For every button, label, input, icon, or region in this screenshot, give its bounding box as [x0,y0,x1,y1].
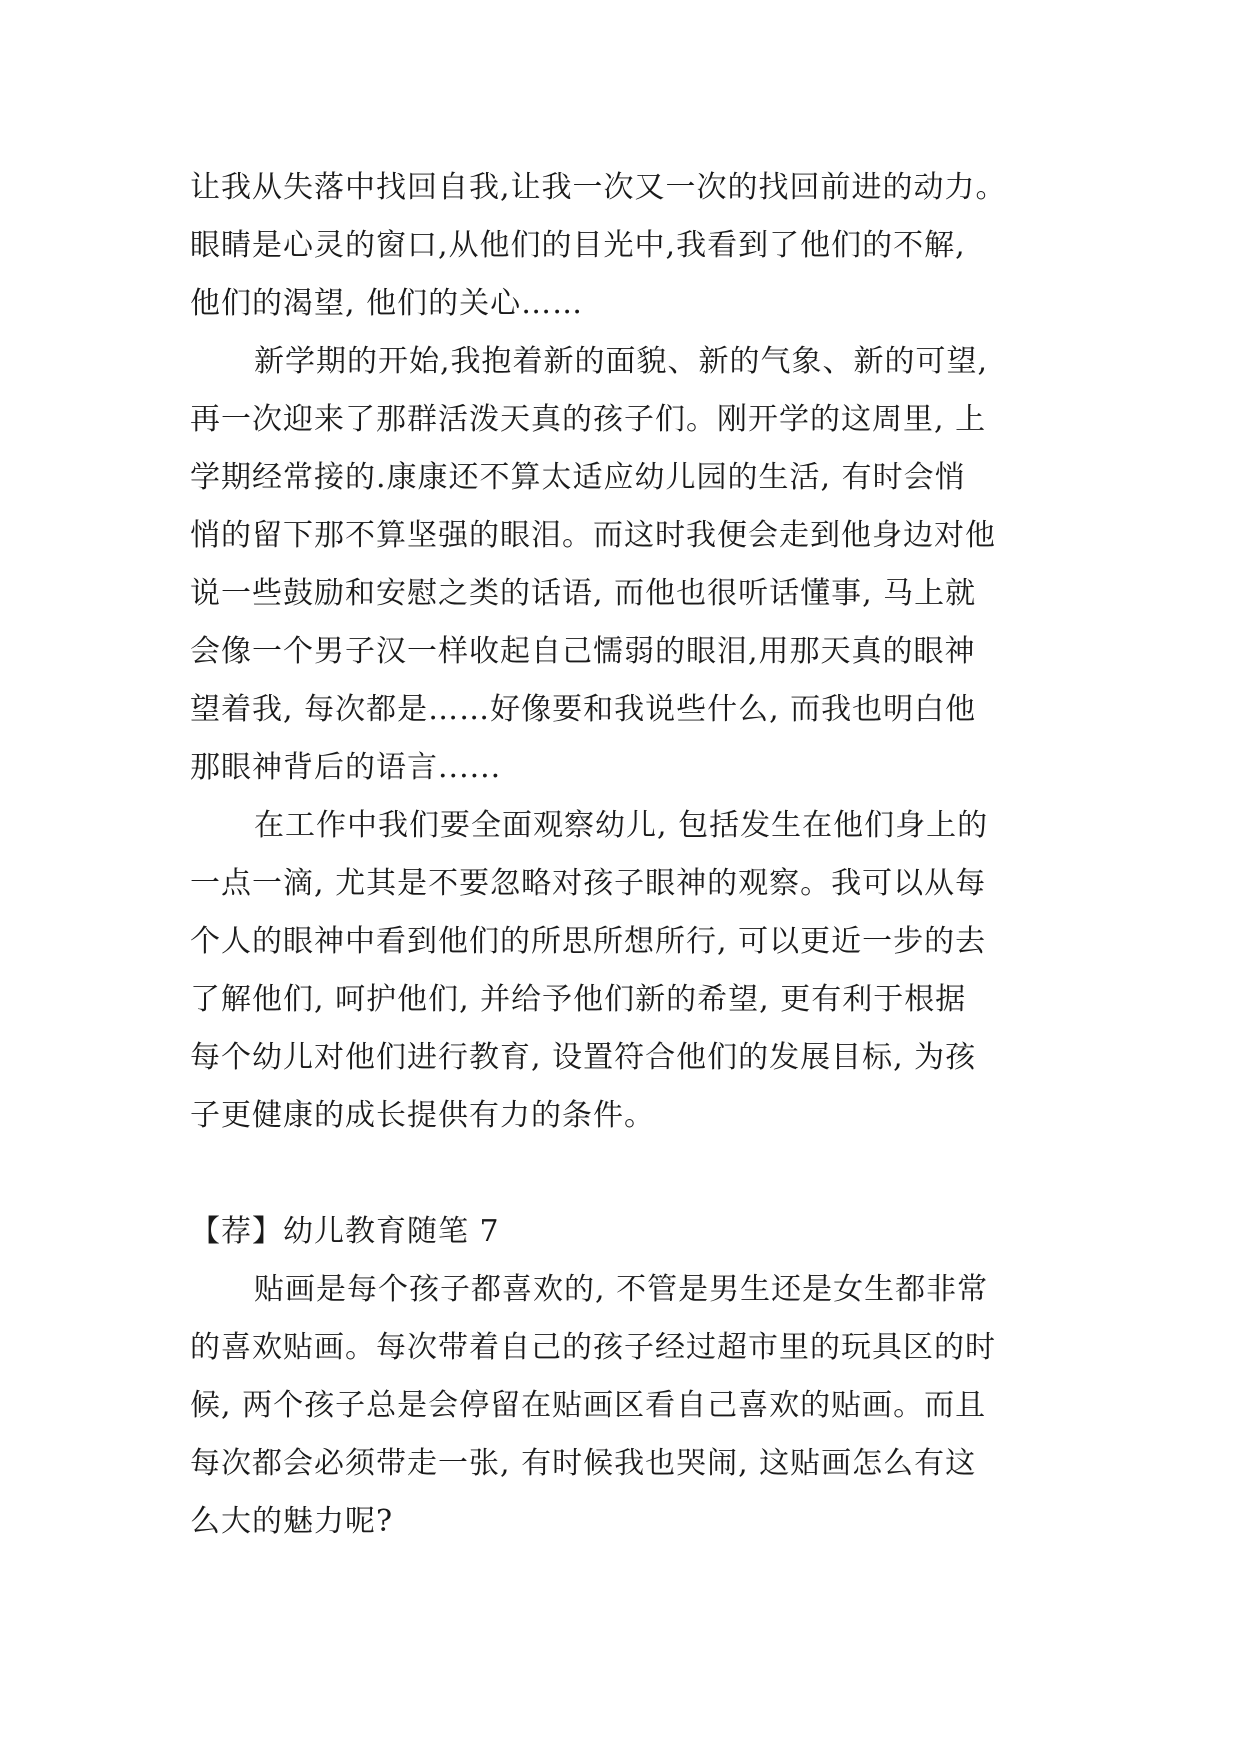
text-line: 么大的魅力呢? [190,1504,394,1539]
paragraph-first-line: 在工作中我们要全面观察幼儿, 包括发生在他们身上的 [254,808,989,843]
text-line: 会像一个男子汉一样收起自己懦弱的眼泪,用那天真的眼神 [190,634,976,669]
text-line: 了解他们, 呵护他们, 并给予他们新的希望, 更有利于根据 [190,982,967,1017]
text-line: 再一次迎来了那群活泼天真的孩子们。刚开学的这周里, 上 [190,402,987,437]
paragraph-first-line: 新学期的开始,我抱着新的面貌、新的气象、新的可望, [254,344,989,379]
text-line: 每个幼儿对他们进行教育, 设置符合他们的发展目标, 为孩 [190,1040,977,1075]
text-line: 说一些鼓励和安慰之类的话语, 而他也很听话懂事, 马上就 [190,576,977,611]
text-line: 悄的留下那不算坚强的眼泪。而这时我便会走到他身边对他 [190,518,996,553]
text-line: 一点一滴, 尤其是不要忽略对孩子眼神的观察。我可以从每 [190,866,987,901]
text-line: 他们的渴望, 他们的关心…… [190,286,584,321]
text-line: 让我从失落中找回自我,让我一次又一次的找回前进的动力。 [190,170,1007,205]
text-line: 个人的眼神中看到他们的所思所想所行, 可以更近一步的去 [190,924,987,959]
text-line: 望着我, 每次都是……好像要和我说些什么, 而我也明白他 [190,692,977,727]
text-line: 学期经常接的.康康还不算太适应幼儿园的生活, 有时会悄 [190,460,966,495]
text-line: 子更健康的成长提供有力的条件。 [190,1098,655,1133]
text-line: 那眼神背后的语言...... [190,750,502,785]
text-line: 的喜欢贴画。每次带着自己的孩子经过超市里的玩具区的时 [190,1330,996,1365]
section-heading: 【荐】幼儿教育随笔 7 [190,1214,500,1249]
text-line: 候, 两个孩子总是会停留在贴画区看自己喜欢的贴画。而且 [190,1388,987,1423]
paragraph-first-line: 贴画是每个孩子都喜欢的, 不管是男生还是女生都非常 [254,1272,989,1307]
text-line: 每次都会必须带走一张, 有时候我也哭闹, 这贴画怎么有这 [190,1446,977,1481]
text-line: 眼睛是心灵的窗口,从他们的目光中,我看到了他们的不解, [190,228,966,263]
